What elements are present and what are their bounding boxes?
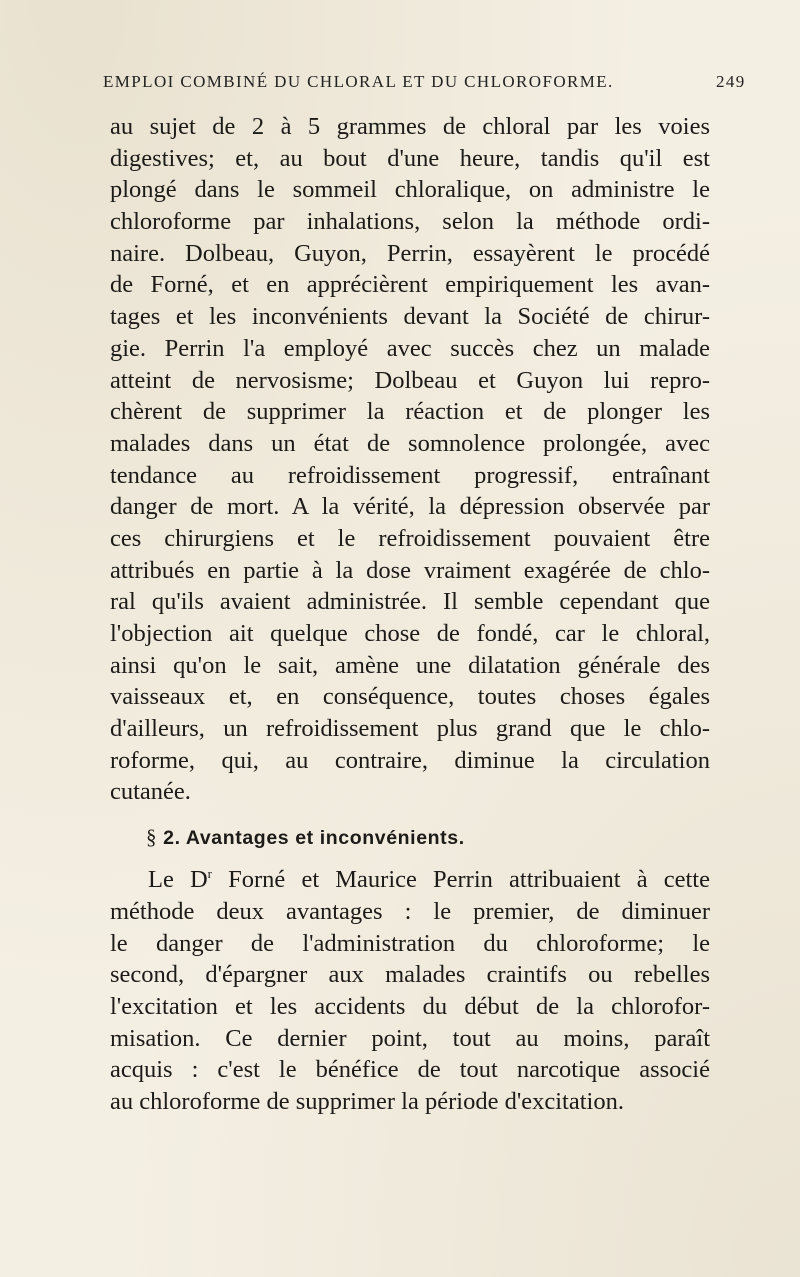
text-line: chloroforme par inhalations, selon la méthode ordi- (110, 208, 710, 236)
text-line: tages et les inconvénients devant la Société de chirur- (110, 303, 710, 331)
text-line: naire. Dolbeau, Guyon, Perrin, essayèrent le procédé (110, 239, 710, 267)
doctor-prefix: Le D (148, 866, 208, 894)
paragraph-1 (110, 111, 710, 808)
text-line: digestives; et, au bout d'une heure, tandis qu'il est (110, 144, 710, 172)
text-line: de Forné, et en apprécièrent empiriquement les avan- (110, 271, 710, 299)
text-line: au sujet de 2 à 5 grammes de chloral par les voies (110, 113, 710, 140)
text-line: au chloroforme de supprimer la période d'excitation. (110, 1087, 624, 1115)
running-head-title: EMPLOI COMBINÉ DU CHLORAL ET DU CHLOROFORME. (103, 72, 614, 91)
text-line: gie. Perrin l'a employé avec succès chez un malade (110, 334, 710, 362)
section-title: Avantages et inconvénients. (185, 827, 465, 850)
text-line: malades dans un état de somnolence prolongée, avec (110, 429, 710, 457)
text-line: acquis : c'est le bénéfice de tout narcotique associé (110, 1056, 710, 1084)
text-line: méthode deux avantages : le premier, de diminuer (110, 897, 710, 925)
paragraph-2 (110, 864, 710, 1118)
text-line: ainsi qu'on le sait, amène une dilatation générale des (110, 651, 710, 679)
text-line: vaisseaux et, en conséquence, toutes choses égales (110, 683, 710, 711)
section-heading (110, 822, 710, 852)
text-line: le danger de l'administration du chloroforme; le (110, 929, 710, 957)
text-line: tendance au refroidissement progressif, entraînant (110, 461, 710, 489)
text-line: second, d'épargner aux malades craintifs ou rebelles (110, 961, 710, 989)
text-line: atteint de nervosisme; Dolbeau et Guyon lui repro- (110, 366, 710, 394)
text-line: chèrent de supprimer la réaction et de plonger les (110, 398, 710, 426)
text-line: plongé dans le sommeil chloralique, on administre le (110, 176, 710, 204)
text-line: roforme, qui, au contraire, diminue la circulation (110, 746, 710, 774)
first-line-rest: Forné et Maurice Perrin attribuaient à cette (212, 866, 710, 894)
text-line: l'excitation et les accidents du début de la chlorofor- (110, 992, 710, 1020)
text-line: danger de mort. A la vérité, la dépression observée par (110, 493, 710, 521)
section-number: 2. (163, 827, 181, 850)
text-line: ral qu'ils avaient administrée. Il semble cependant que (110, 588, 710, 616)
body-text (110, 111, 710, 1118)
section-mark: § (146, 825, 158, 850)
text-line: ces chirurgiens et le refroidissement pouvaient être (110, 524, 710, 552)
page-number: 249 (716, 72, 746, 91)
text-line: d'ailleurs, un refroidissement plus grand que le chlo- (110, 715, 710, 743)
doctor-superscript: r (207, 866, 213, 882)
text-line: cutanée. (110, 778, 191, 806)
text-line (110, 864, 710, 896)
text-line: misation. Ce dernier point, tout au moins, paraît (110, 1024, 710, 1052)
text-line: l'objection ait quelque chose de fondé, car le chloral, (110, 620, 710, 647)
text-line: attribués en partie à la dose vraiment exagérée de chlo- (110, 556, 710, 584)
